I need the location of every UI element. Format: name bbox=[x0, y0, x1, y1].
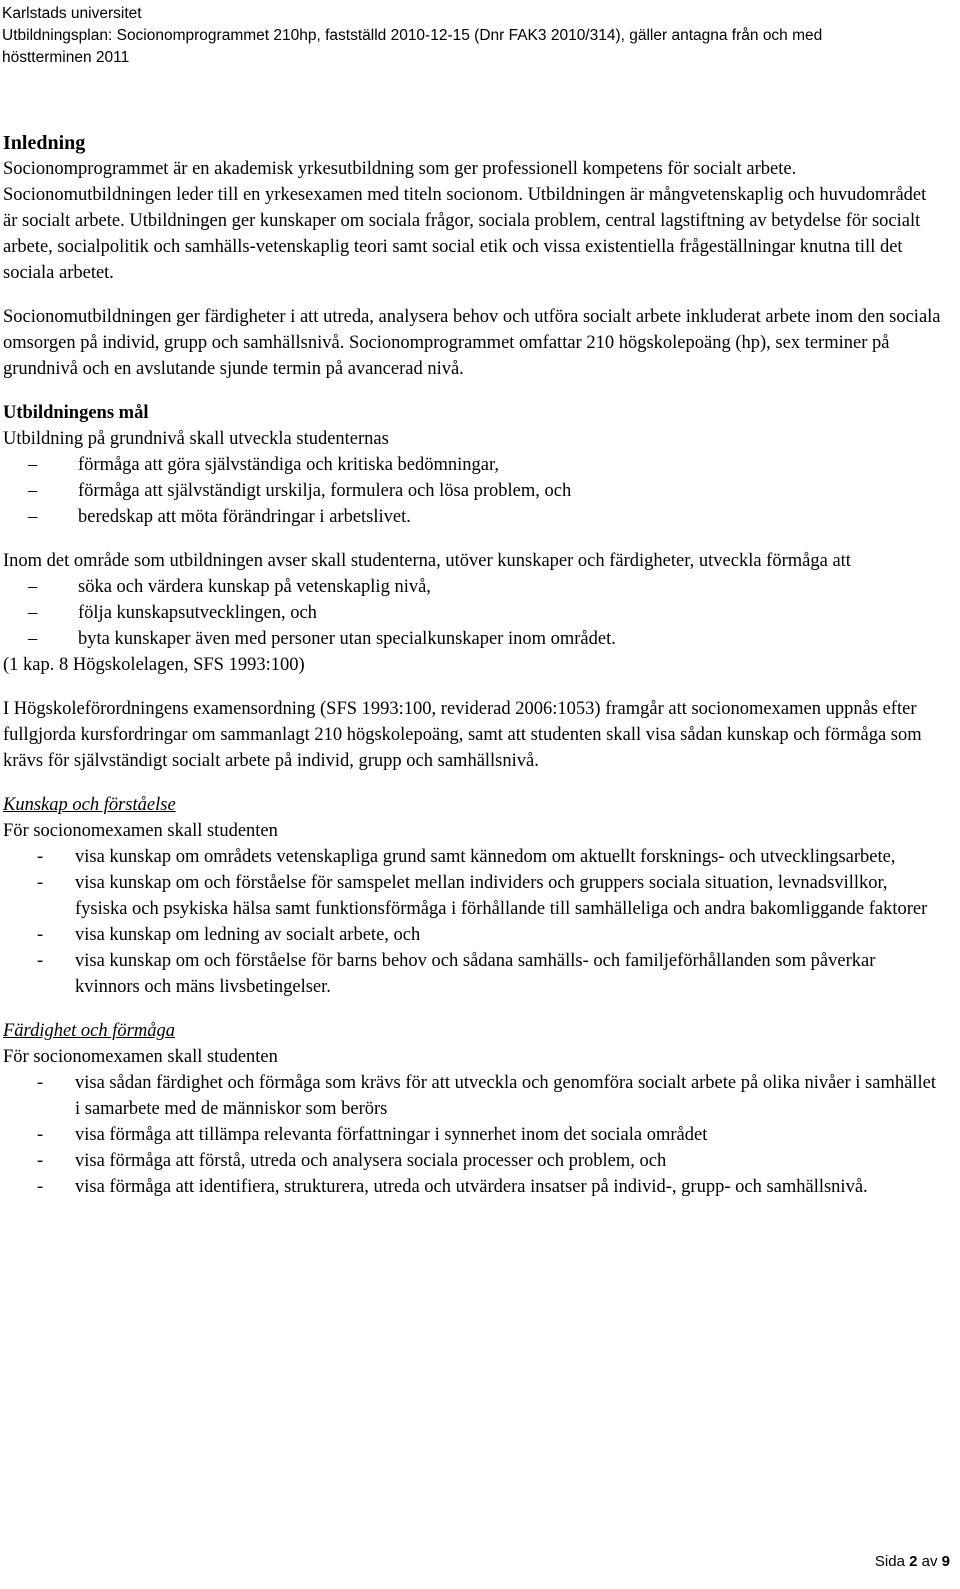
heading-kunskap: Kunskap och förståelse bbox=[3, 795, 176, 815]
fardighet-list bbox=[3, 1070, 943, 1200]
list-item: - visa kunskap om ledning av socialt arbete, och bbox=[3, 922, 943, 948]
goals-intro: Utbildning på grundnivå skall utveckla studenternas bbox=[3, 429, 389, 449]
university-name: Karlstads universitet bbox=[2, 5, 142, 22]
list-item: - visa förmåga att förstå, utreda och analysera sociala processer och problem, och bbox=[3, 1148, 943, 1174]
paragraph-intro-2: Socionomutbildningen ger färdigheter i att utreda, analysera behov och utföra socialt arbete inkluderat arbete inom den sociala omsorgen på individ, grupp och samhällsnivå. Socionomprogrammet omfattar 210 högskolepoäng (hp), sex terminer på grundnivå och en avslutande sjunde termin på avancerad nivå. bbox=[3, 307, 941, 379]
list-item: – följa kunskapsutvecklingen, och bbox=[3, 600, 943, 626]
list-item: – förmåga att självständigt urskilja, formulera och lösa problem, och bbox=[3, 478, 943, 504]
list-item: - visa förmåga att identifiera, strukturera, utreda och utvärdera insatser på individ-, grupp- och samhällsnivå. bbox=[3, 1174, 943, 1200]
page-header bbox=[2, 3, 942, 69]
paragraph-intro-1: Socionomprogrammet är en akademisk yrkesutbildning som ger professionell kompetens för socialt arbete. Socionomutbildningen leder till en yrkesexamen med titeln socionom. Utbildningen är mångvetenskaplig och huvudområdet är socialt arbete. Utbildningen ger kunskaper om sociala frågor, sociala problem, central lagstiftning av betydelse för socialt arbete, socialpolitik och samhälls-vetenskaplig teori samt social etik och vissa existentiella frågeställningar knutna till det sociala arbetet. bbox=[3, 159, 927, 283]
header-line-2: höstterminen 2011 bbox=[2, 49, 130, 66]
goals-list bbox=[3, 452, 943, 530]
list-item: – söka och värdera kunskap på vetenskaplig nivå, bbox=[3, 574, 943, 600]
kunskap-list bbox=[3, 844, 943, 1000]
list-item: - visa kunskap om och förståelse för samspelet mellan individers och gruppers sociala situation, levnadsvillkor, fysiska och psykiska hälsa samt funktionsförmåga i förhållande till samhälleliga och andra bakomliggande faktorer bbox=[3, 870, 943, 922]
goals-intro-2: Inom det område som utbildningen avser skall studenterna, utöver kunskaper och färdigheter, utveckla förmåga att bbox=[3, 551, 851, 571]
law-reference: (1 kap. 8 Högskolelagen, SFS 1993:100) bbox=[3, 655, 305, 675]
fardighet-intro: För socionomexamen skall studenten bbox=[3, 1047, 278, 1067]
list-item: - visa förmåga att tillämpa relevanta författningar i synnerhet inom det sociala området bbox=[3, 1122, 943, 1148]
document-body bbox=[3, 130, 943, 1200]
heading-inledning: Inledning bbox=[3, 132, 86, 154]
footer-sida: Sida bbox=[874, 1553, 905, 1570]
heading-utbildningens-mal: Utbildningens mål bbox=[3, 403, 149, 423]
footer-total-pages: 9 bbox=[941, 1553, 950, 1570]
list-item: – beredskap att möta förändringar i arbetslivet. bbox=[3, 504, 943, 530]
page-footer bbox=[875, 1553, 950, 1570]
list-item: - visa kunskap om och förståelse för barns behov och sådana samhälls- och familjeförhållanden som påverkar kvinnors och mäns livsbetingelser. bbox=[3, 948, 943, 1000]
list-item: - visa kunskap om områdets vetenskapliga grund samt kännedom om aktuellt forsknings- och utvecklingsarbete, bbox=[3, 844, 943, 870]
heading-fardighet: Färdighet och förmåga bbox=[3, 1021, 175, 1041]
paragraph-examensordning: I Högskoleförordningens examensordning (SFS 1993:100, reviderad 2006:1053) framgår att socionomexamen uppnås efter fullgjorda kursfordringar om sammanlagt 210 högskolepoäng, samt att studenten skall visa sådan kunskap och förmåga som krävs för självständigt socialt arbete på individ, grupp och samhällsnivå. bbox=[3, 699, 922, 771]
list-item: - visa sådan färdighet och förmåga som krävs för att utveckla och genomföra socialt arbete på olika nivåer i samhället i samarbete med de människor som berörs bbox=[3, 1070, 943, 1122]
list-item: – byta kunskaper även med personer utan specialkunskaper inom området. bbox=[3, 626, 943, 652]
list-item: – förmåga att göra självständiga och kritiska bedömningar, bbox=[3, 452, 943, 478]
footer-page-number: 2 bbox=[909, 1553, 918, 1570]
header-line-1: Utbildningsplan: Socionomprogrammet 210hp, fastställd 2010-12-15 (Dnr FAK3 2010/314), gäller antagna från och med bbox=[2, 27, 823, 44]
kunskap-intro: För socionomexamen skall studenten bbox=[3, 821, 278, 841]
footer-av: av bbox=[921, 1553, 938, 1570]
goals-list-2 bbox=[3, 574, 943, 652]
